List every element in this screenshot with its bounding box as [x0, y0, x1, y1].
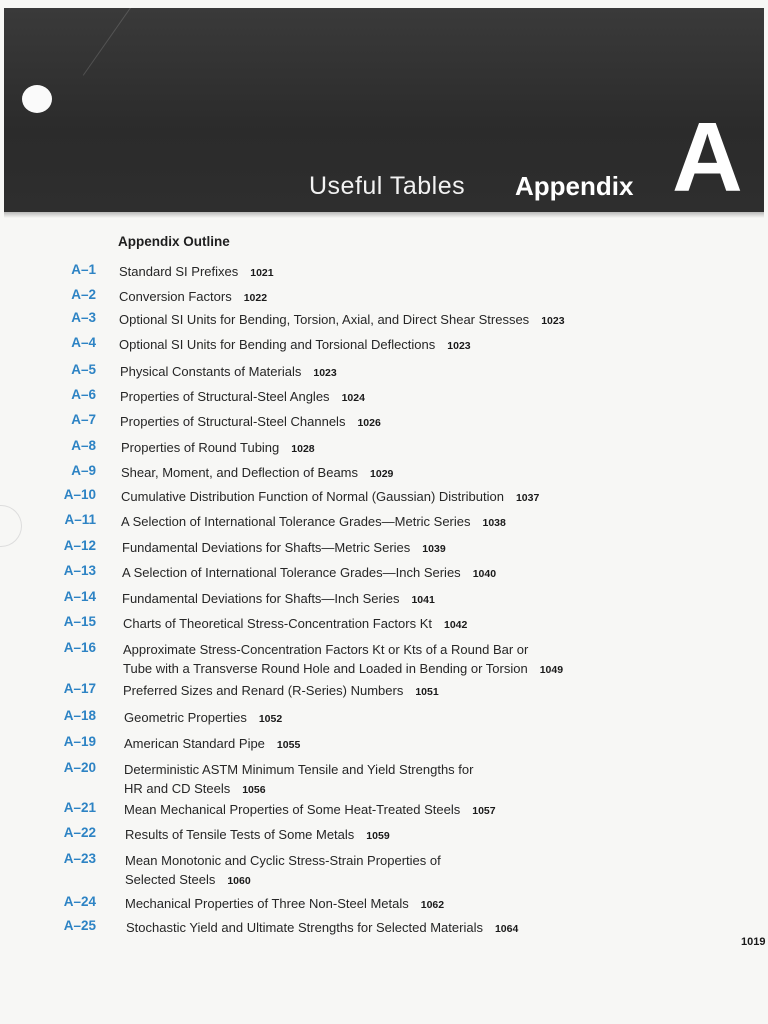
- entry-id: A–2: [71, 287, 96, 302]
- entry-page-number: 1026: [357, 417, 381, 429]
- entry-title: [125, 894, 444, 915]
- entry-page-number: 1055: [276, 739, 301, 751]
- entry-id: A–3: [71, 310, 96, 325]
- punch-hole: [22, 85, 52, 113]
- entry-title-line: Selected Steels 1060: [125, 872, 251, 887]
- entry-page-number: 1057: [472, 805, 496, 817]
- entry-id: A–19: [63, 734, 96, 749]
- entry-title: [125, 825, 390, 846]
- entry-title-line: Properties of Structural-Steel Channels 1026: [120, 414, 381, 429]
- entry-title: [123, 681, 439, 702]
- entry-page-number: 1064: [494, 923, 519, 935]
- entry-title-line: Mechanical Properties of Three Non-Steel Metals 1062: [125, 896, 445, 911]
- entry-page-number: 1041: [411, 594, 435, 606]
- entry-page-number: 1023: [313, 367, 337, 379]
- entry-id: A–12: [63, 538, 96, 553]
- entry-id: A–4: [71, 335, 96, 350]
- entry-title: [120, 412, 381, 433]
- entry-title: [119, 287, 267, 308]
- entry-id: A–15: [63, 614, 96, 629]
- entry-id: A–11: [64, 512, 96, 527]
- page-notch: [0, 505, 22, 547]
- entry-page-number: 1042: [444, 619, 468, 631]
- entry-title-line: Physical Constants of Materials 1023: [120, 364, 337, 379]
- entry-id: A–8: [71, 438, 96, 453]
- entry-title: [121, 438, 315, 459]
- entry-title-line: HR and CD Steels 1056: [124, 781, 266, 796]
- entry-page-number: 1021: [250, 267, 274, 279]
- entry-title-line: Mean Mechanical Properties of Some Heat-Treated Steels 1057: [124, 802, 496, 817]
- entry-page-number: 1023: [541, 315, 565, 327]
- entry-id: A–18: [63, 708, 96, 723]
- header-subtitle: Useful Tables: [309, 172, 466, 200]
- entry-title: [121, 487, 539, 508]
- entry-page-number: 1040: [472, 568, 497, 580]
- entry-id: A–20: [63, 760, 96, 775]
- entry-title: [125, 851, 441, 891]
- entry-id: A–7: [71, 412, 96, 427]
- entry-page-number: 1024: [341, 392, 365, 404]
- entry-page-number: 1038: [482, 517, 506, 529]
- entry-title: [122, 589, 435, 610]
- header-band: [4, 8, 764, 212]
- entry-title-line: Conversion Factors 1022: [119, 289, 268, 304]
- entry-id: A–1: [71, 262, 96, 277]
- entry-title-line: Approximate Stress-Concentration Factors Kt or Kts of a Round Bar or: [123, 642, 529, 657]
- entry-title: [122, 563, 496, 584]
- entry-title-line: Deterministic ASTM Minimum Tensile and Yield Strengths for: [124, 762, 474, 777]
- entry-page-number: 1049: [539, 664, 564, 676]
- entry-id: A–21: [63, 800, 96, 815]
- entry-title: [119, 335, 471, 356]
- entry-id: A–5: [71, 362, 96, 377]
- entry-title: [124, 800, 496, 821]
- entry-title-line: Standard SI Prefixes 1021: [119, 264, 274, 279]
- entry-title: [124, 734, 300, 755]
- entry-title-line: Shear, Moment, and Deflection of Beams 1029: [121, 465, 394, 480]
- entry-title: [119, 262, 274, 283]
- entry-page-number: 1056: [242, 784, 266, 796]
- entry-page-number: 1028: [291, 443, 315, 455]
- entry-id: A–10: [63, 487, 96, 502]
- entry-title: [123, 614, 467, 635]
- entry-title: [122, 538, 446, 559]
- entry-title: [123, 640, 563, 680]
- entry-title: [119, 310, 565, 331]
- entry-title: [121, 463, 393, 484]
- entry-title-line: Fundamental Deviations for Shafts—Metric Series 1039: [122, 540, 446, 555]
- entry-title-line: A Selection of International Tolerance Grades—Metric Series 1038: [121, 514, 506, 529]
- entry-title-line: Tube with a Transverse Round Hole and Loaded in Bending or Torsion 1049: [123, 661, 564, 676]
- entry-title-line: Fundamental Deviations for Shafts—Inch Series 1041: [122, 591, 435, 606]
- entry-title-line: Properties of Structural-Steel Angles 1024: [120, 389, 365, 404]
- scratch-mark: [83, 1, 135, 75]
- page-number: 1019: [741, 936, 766, 948]
- entry-title: [126, 918, 518, 939]
- entry-id: A–13: [63, 563, 96, 578]
- entry-title-line: A Selection of International Tolerance Grades—Inch Series 1040: [122, 565, 497, 580]
- entry-title: [120, 387, 365, 408]
- entry-page-number: 1062: [420, 899, 445, 911]
- entry-id: A–24: [63, 894, 96, 909]
- entry-title-line: Preferred Sizes and Renard (R-Series) Numbers 1051: [123, 683, 439, 698]
- entry-page-number: 1059: [366, 830, 390, 842]
- entry-title-line: American Standard Pipe 1055: [124, 736, 301, 751]
- entry-title-line: Results of Tensile Tests of Some Metals 1059: [125, 827, 390, 842]
- entry-title: [124, 760, 473, 800]
- entry-title-line: Optional SI Units for Bending and Torsional Deflections 1023: [119, 337, 471, 352]
- entry-page-number: 1023: [447, 340, 471, 352]
- entry-id: A–6: [71, 387, 96, 402]
- entry-title-line: Geometric Properties 1052: [124, 710, 283, 725]
- entry-title: [120, 362, 337, 383]
- entry-id: A–25: [63, 918, 96, 933]
- entry-id: A–17: [63, 681, 96, 696]
- entry-id: A–9: [71, 463, 96, 478]
- entry-title-line: Optional SI Units for Bending, Torsion, Axial, and Direct Shear Stresses 1023: [119, 312, 565, 327]
- appendix-letter: A: [672, 102, 743, 212]
- entry-id: A–23: [63, 851, 96, 866]
- entry-title-line: Mean Monotonic and Cyclic Stress-Strain Properties of: [125, 853, 441, 868]
- entry-page-number: 1060: [227, 875, 251, 887]
- entry-title: [124, 708, 282, 729]
- entry-page-number: 1037: [515, 492, 540, 504]
- entry-title-line: Stochastic Yield and Ultimate Strengths for Selected Materials 1064: [126, 920, 519, 935]
- entry-title: [121, 512, 506, 533]
- entry-page-number: 1022: [243, 292, 268, 304]
- entry-page-number: 1029: [370, 468, 394, 480]
- entry-title-line: Cumulative Distribution Function of Normal (Gaussian) Distribution 1037: [121, 489, 540, 504]
- entry-page-number: 1039: [422, 543, 446, 555]
- outline-heading: Appendix Outline: [118, 234, 230, 249]
- entry-id: A–16: [63, 640, 96, 655]
- entry-title-line: Charts of Theoretical Stress-Concentration Factors Kt 1042: [123, 616, 468, 631]
- entry-title-line: Properties of Round Tubing 1028: [121, 440, 315, 455]
- header-title: Appendix: [515, 171, 634, 201]
- entry-page-number: 1052: [258, 713, 283, 725]
- entry-id: A–14: [63, 589, 96, 604]
- entry-id: A–22: [63, 825, 96, 840]
- entry-page-number: 1051: [415, 686, 439, 698]
